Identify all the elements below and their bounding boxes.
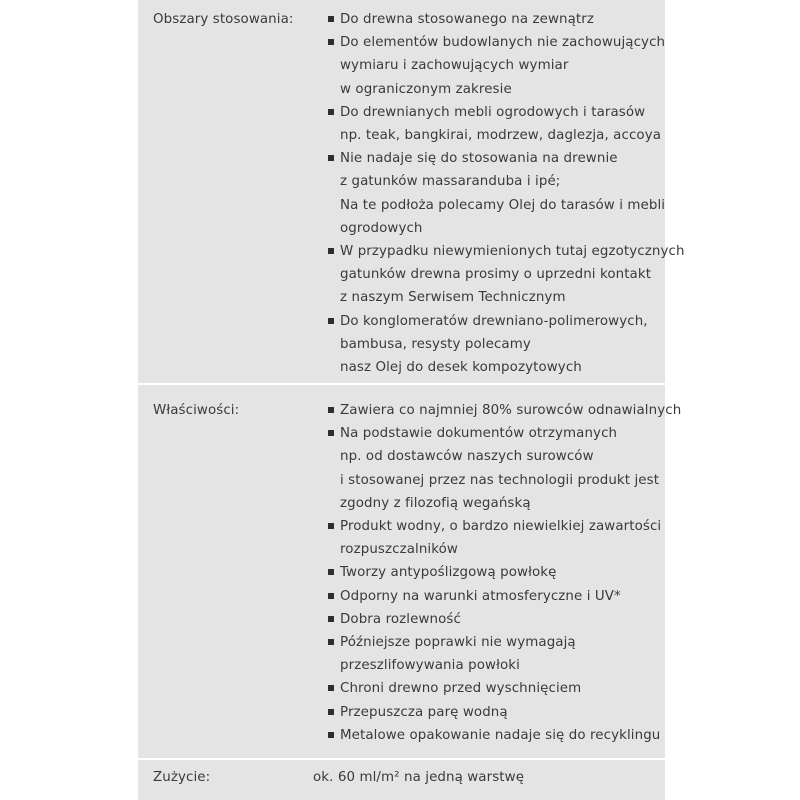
square-bullet-icon <box>328 155 334 161</box>
square-bullet-icon <box>328 569 334 575</box>
list-item: Chroni drewno przed wyschnięciem <box>328 677 681 700</box>
square-bullet-icon <box>328 16 334 22</box>
list-item: Do elementów budowlanych nie zachowujących wymiaru i zachowujących wymiar w ograniczonym zakresie <box>328 31 685 101</box>
list-item: Do konglomeratów drewniano-polimerowych, bambusa, resysty polecamy nasz Olej do desek kompozytowych <box>328 310 685 380</box>
list-item: W przypadku niewymienionych tutaj egzotycznych gatunków drewna prosimy o uprzedni kontakt z naszym Serwisem Technicznym <box>328 240 685 310</box>
square-bullet-icon <box>328 407 334 413</box>
consumption-label: Zużycie: <box>153 770 211 785</box>
properties-label: Właściwości: <box>153 403 240 418</box>
properties-list <box>328 399 681 747</box>
section-divider <box>138 383 665 385</box>
square-bullet-icon <box>328 639 334 645</box>
square-bullet-icon <box>328 732 334 738</box>
list-item: Do drewna stosowanego na zewnątrz <box>328 8 685 31</box>
square-bullet-icon <box>328 593 334 599</box>
list-item: Tworzy antypoślizgową powłokę <box>328 561 681 584</box>
square-bullet-icon <box>328 430 334 436</box>
list-item: Późniejsze poprawki nie wymagają przeszlifowywania powłoki <box>328 631 681 677</box>
application-areas-label: Obszary stosowania: <box>153 12 294 27</box>
list-item: Odporny na warunki atmosferyczne i UV* <box>328 585 681 608</box>
consumption-value: ok. 60 ml/m² na jedną warstwę <box>313 770 525 785</box>
section-divider <box>138 758 665 760</box>
product-spec-table <box>138 0 685 800</box>
list-item: Produkt wodny, o bardzo niewielkiej zawartości rozpuszczalników <box>328 515 681 561</box>
square-bullet-icon <box>328 318 334 324</box>
list-item: Do drewnianych mebli ogrodowych i tarasów np. teak, bangkirai, modrzew, daglezja, accoya <box>328 101 685 147</box>
square-bullet-icon <box>328 39 334 45</box>
list-item: Nie nadaje się do stosowania na drewnie z gatunków massaranduba i ipé; Na te podłoża polecamy Olej do tarasów i mebli ogrodowych <box>328 147 685 240</box>
list-item: Zawiera co najmniej 80% surowców odnawialnych <box>328 399 681 422</box>
square-bullet-icon <box>328 616 334 622</box>
square-bullet-icon <box>328 523 334 529</box>
square-bullet-icon <box>328 109 334 115</box>
square-bullet-icon <box>328 709 334 715</box>
application-areas-list <box>328 8 685 379</box>
square-bullet-icon <box>328 248 334 254</box>
list-item: Dobra rozlewność <box>328 608 681 631</box>
list-item: Na podstawie dokumentów otrzymanych np. od dostawców naszych surowców i stosowanej przez nas technologii produkt jest zgodny z filozofią wegańską <box>328 422 681 515</box>
list-item: Przepuszcza parę wodną <box>328 701 681 724</box>
list-item: Metalowe opakowanie nadaje się do recyklingu <box>328 724 681 747</box>
square-bullet-icon <box>328 685 334 691</box>
